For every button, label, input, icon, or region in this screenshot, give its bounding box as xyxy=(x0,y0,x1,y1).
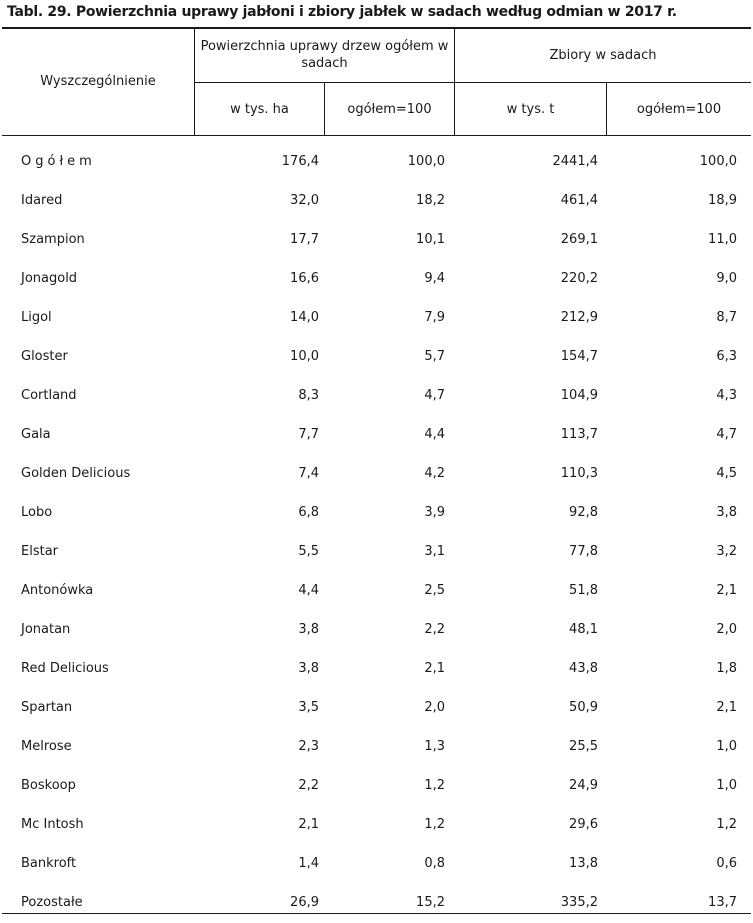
cell-area: 5,5 xyxy=(298,544,319,559)
header-group-yield: Zbiory w sadach xyxy=(549,47,657,63)
cell-yield: 335,2 xyxy=(560,895,598,910)
cell-area: 1,4 xyxy=(298,856,319,871)
cell-area-pct: 18,2 xyxy=(416,193,445,208)
row-label: Idared xyxy=(21,193,63,208)
table-row xyxy=(2,805,751,844)
header-bottom-rule xyxy=(2,135,751,136)
cell-area: 2,3 xyxy=(298,739,319,754)
row-label: Szampion xyxy=(21,232,85,247)
row-label: Boskoop xyxy=(21,778,76,793)
cell-yield-pct: 6,3 xyxy=(716,349,737,364)
cell-yield-pct: 100,0 xyxy=(699,154,737,169)
row-label: Jonagold xyxy=(21,271,78,286)
table-row xyxy=(2,220,751,259)
cell-area: 7,4 xyxy=(298,466,319,481)
table-row xyxy=(2,493,751,532)
cell-yield: 110,3 xyxy=(560,466,598,481)
cell-yield: 461,4 xyxy=(560,193,598,208)
cell-area-pct: 0,8 xyxy=(424,856,445,871)
row-label: Golden Delicious xyxy=(21,466,131,481)
row-label: Melrose xyxy=(21,739,72,754)
table-row xyxy=(2,727,751,766)
cell-yield-pct: 4,7 xyxy=(716,427,737,442)
cell-area: 176,4 xyxy=(281,154,319,169)
cell-area: 10,0 xyxy=(290,349,319,364)
cell-yield-pct: 4,3 xyxy=(716,388,737,403)
table-row xyxy=(2,688,751,727)
row-label: Gala xyxy=(21,427,51,442)
header-yield-pct: ogółem=100 xyxy=(636,101,722,117)
cell-yield: 113,7 xyxy=(560,427,598,442)
cell-area: 14,0 xyxy=(290,310,319,325)
table-row xyxy=(2,532,751,571)
table-row xyxy=(2,883,751,922)
cell-yield-pct: 11,0 xyxy=(708,232,737,247)
cell-area-pct: 2,2 xyxy=(424,622,445,637)
table-row xyxy=(2,376,751,415)
cell-area: 32,0 xyxy=(290,193,319,208)
cell-area: 2,2 xyxy=(298,778,319,793)
cell-yield-pct: 2,1 xyxy=(716,700,737,715)
cell-area: 7,7 xyxy=(298,427,319,442)
cell-yield: 212,9 xyxy=(560,310,598,325)
cell-yield: 269,1 xyxy=(560,232,598,247)
row-label: Gloster xyxy=(21,349,68,364)
cell-yield-pct: 4,5 xyxy=(716,466,737,481)
table-row xyxy=(2,181,751,220)
cell-area-pct: 3,1 xyxy=(424,544,445,559)
cell-yield-pct: 1,0 xyxy=(716,778,737,793)
cell-area-pct: 10,1 xyxy=(416,232,445,247)
row-label: Cortland xyxy=(21,388,77,403)
cell-area-pct: 100,0 xyxy=(407,154,445,169)
cell-area-pct: 7,9 xyxy=(424,310,445,325)
cell-area-pct: 2,1 xyxy=(424,661,445,676)
cell-yield-pct: 18,9 xyxy=(708,193,737,208)
cell-yield: 25,5 xyxy=(569,739,598,754)
cell-yield-pct: 3,8 xyxy=(716,505,737,520)
cell-area-pct: 3,9 xyxy=(424,505,445,520)
row-label: Jonatan xyxy=(21,622,71,637)
cell-area-pct: 1,2 xyxy=(424,778,445,793)
cell-area-pct: 1,3 xyxy=(424,739,445,754)
row-label: Pozostałe xyxy=(21,895,83,910)
cell-area: 26,9 xyxy=(290,895,319,910)
table-title: Tabl. 29. Powierzchnia uprawy jabłoni i zbiory jabłek w sadach według odmian w 2017 r. xyxy=(7,4,677,20)
row-label: Lobo xyxy=(21,505,53,520)
cell-area: 3,8 xyxy=(298,622,319,637)
cell-area-pct: 2,0 xyxy=(424,700,445,715)
cell-area: 4,4 xyxy=(298,583,319,598)
cell-yield: 48,1 xyxy=(569,622,598,637)
table-row xyxy=(2,649,751,688)
row-label: Ligol xyxy=(21,310,52,325)
header-wyszczegolnienie: Wyszczególnienie xyxy=(40,74,156,89)
row-label: Bankroft xyxy=(21,856,77,871)
cell-area: 3,5 xyxy=(298,700,319,715)
row-label: Mc Intosh xyxy=(21,817,84,832)
cell-yield: 104,9 xyxy=(560,388,598,403)
row-label: Red Delicious xyxy=(21,661,109,676)
cell-area-pct: 5,7 xyxy=(424,349,445,364)
cell-yield: 77,8 xyxy=(569,544,598,559)
header-group-area: Powierzchnia uprawy drzew ogółem w sadach xyxy=(200,39,449,71)
cell-area-pct: 4,2 xyxy=(424,466,445,481)
cell-area-pct: 4,4 xyxy=(424,427,445,442)
header-yield-t: w tys. t xyxy=(506,101,555,117)
cell-area: 3,8 xyxy=(298,661,319,676)
cell-yield-pct: 3,2 xyxy=(716,544,737,559)
cell-yield: 92,8 xyxy=(569,505,598,520)
cell-yield-pct: 8,7 xyxy=(716,310,737,325)
cell-yield: 24,9 xyxy=(569,778,598,793)
cell-area-pct: 15,2 xyxy=(416,895,445,910)
cell-yield-pct: 2,0 xyxy=(716,622,737,637)
cell-yield-pct: 1,0 xyxy=(716,739,737,754)
cell-area: 8,3 xyxy=(298,388,319,403)
table-row xyxy=(2,337,751,376)
table-row xyxy=(2,298,751,337)
cell-yield: 50,9 xyxy=(569,700,598,715)
cell-yield-pct: 1,8 xyxy=(716,661,737,676)
cell-area-pct: 4,7 xyxy=(424,388,445,403)
table-row xyxy=(2,259,751,298)
table-body xyxy=(2,142,751,922)
cell-area: 6,8 xyxy=(298,505,319,520)
header-area-pct: ogółem=100 xyxy=(347,101,432,117)
table-row xyxy=(2,571,751,610)
cell-yield: 2441,4 xyxy=(552,154,598,169)
cell-yield: 51,8 xyxy=(569,583,598,598)
cell-area-pct: 1,2 xyxy=(424,817,445,832)
row-label: Antonówka xyxy=(21,583,94,598)
row-label: Ogółem xyxy=(21,154,96,169)
cell-area: 16,6 xyxy=(290,271,319,286)
cell-yield-pct: 1,2 xyxy=(716,817,737,832)
cell-area-pct: 9,4 xyxy=(424,271,445,286)
table-row xyxy=(2,454,751,493)
cell-yield: 43,8 xyxy=(569,661,598,676)
header-area-ha: w tys. ha xyxy=(230,101,289,117)
bottom-rule xyxy=(2,913,751,914)
cell-yield-pct: 2,1 xyxy=(716,583,737,598)
cell-area-pct: 2,5 xyxy=(424,583,445,598)
cell-yield-pct: 0,6 xyxy=(716,856,737,871)
cell-yield: 13,8 xyxy=(569,856,598,871)
cell-yield: 154,7 xyxy=(560,349,598,364)
cell-area: 17,7 xyxy=(290,232,319,247)
cell-area: 2,1 xyxy=(298,817,319,832)
cell-yield: 220,2 xyxy=(560,271,598,286)
row-label: Elstar xyxy=(21,544,59,559)
row-label: Spartan xyxy=(21,700,73,715)
table-row xyxy=(2,415,751,454)
table-row xyxy=(2,610,751,649)
table-row-total xyxy=(2,142,751,181)
cell-yield-pct: 9,0 xyxy=(716,271,737,286)
table-row xyxy=(2,766,751,805)
cell-yield: 29,6 xyxy=(569,817,598,832)
table-row xyxy=(2,844,751,883)
cell-yield-pct: 13,7 xyxy=(708,895,737,910)
